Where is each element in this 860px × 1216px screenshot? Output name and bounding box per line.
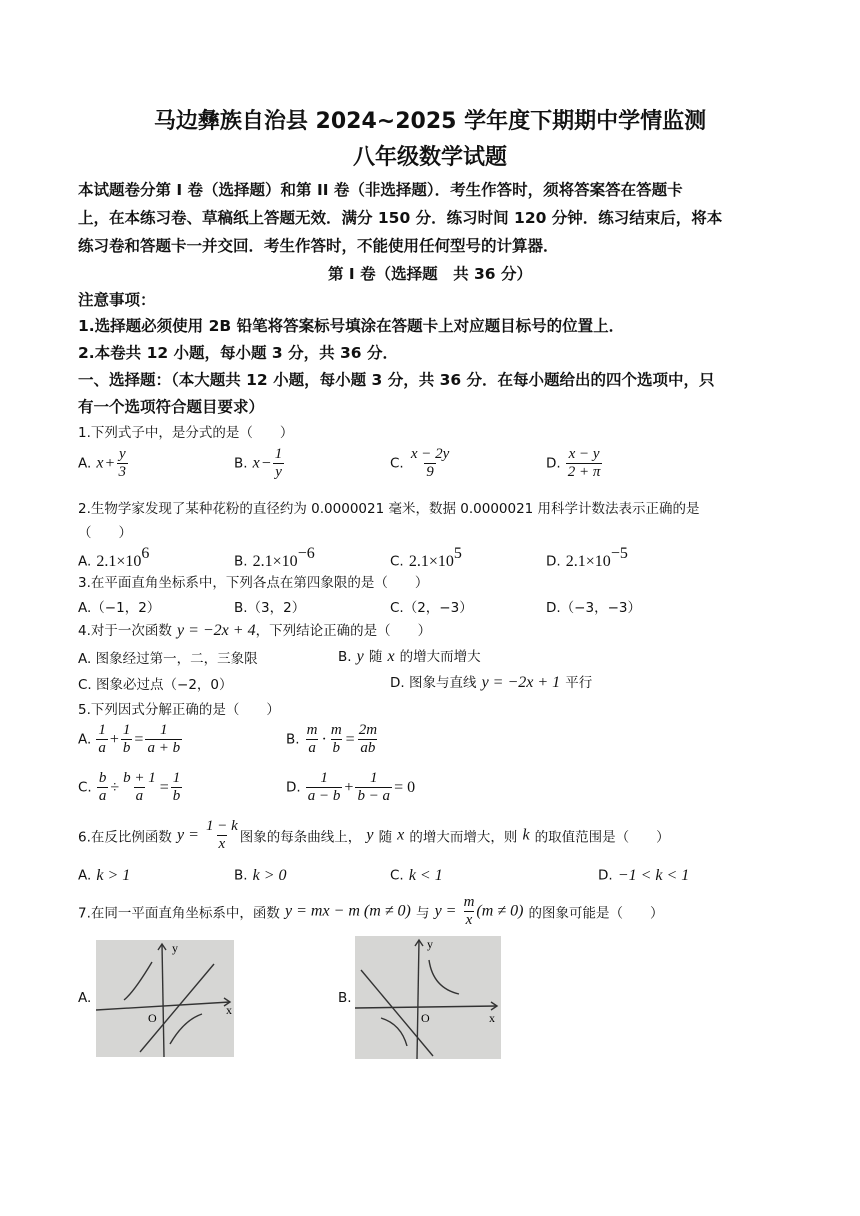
x-axis-label: x [489, 1011, 495, 1025]
y-axis-label: y [172, 941, 178, 955]
q7-graph-a [96, 940, 234, 1057]
line-graph [140, 964, 214, 1052]
q5-option-d: D. $\frac{1}{a - b}$ + $\frac{1}{b - a}$ = 0 [286, 770, 416, 804]
q7-graph-b [355, 936, 501, 1059]
q4-option-b: B. y 随 x 的增大而增大 [338, 648, 481, 665]
y-axis [417, 940, 419, 1059]
q2-option-c: C. $2.1\times 10^5$ [390, 545, 462, 570]
x-axis [355, 1006, 497, 1008]
section-heading: 第 I 卷（选择题 共 36 分） [328, 265, 532, 283]
q6-option-b: B. k > 0 [234, 867, 287, 884]
q5-option-a: A. $\frac{1}{a}$ + $\frac{1}{b}$ = $\frac{1}{a + b}$ [78, 722, 181, 756]
part-instruction-2: 有一个选项符合题目要求） [78, 398, 265, 416]
q6-option-a: A. k > 1 [78, 867, 131, 884]
q5-stem: 5.下列因式分解正确的是（ ） [78, 702, 280, 718]
q1-option-a: A. x + $\frac{y}{3}$ [78, 446, 127, 480]
q7-option-a-label: A. [78, 990, 92, 1006]
note-1: 1.选择题必须使用 2B 铅笔将答案标号填涂在答题卡上对应题目标号的位置上． [78, 317, 625, 335]
hyperbola-branch-upper [124, 962, 152, 1000]
q4-option-a: A. 图象经过第一，二，三象限 [78, 651, 258, 667]
q7-option-b-label: B. [338, 990, 352, 1006]
q7-graph-a-figure [96, 940, 234, 1057]
q7-stem: 7.在同一平面直角坐标系中，函数 y = mx − m (m ≠ 0) 与 y = $\frac{m}{x}$ (m ≠ 0) 的图象可能是（ ） [78, 894, 664, 928]
q4-option-c: C. 图象必过点（−2，0） [78, 677, 233, 693]
notes-title: 注意事项： [78, 291, 156, 309]
q1-option-c: C. $\frac{x - 2y}{9}$ [390, 446, 450, 480]
q2-option-d: D. $2.1\times 10^{-5}$ [546, 545, 628, 570]
q1-option-d: D. $\frac{x - y}{2 + \pi}$ [546, 446, 601, 480]
y-axis-label: y [427, 937, 433, 951]
origin-label: O [421, 1011, 430, 1025]
q6-option-d: D. −1 < k < 1 [598, 867, 690, 884]
note-2: 2.本卷共 12 小题，每小题 3 分，共 36 分． [78, 344, 398, 362]
q2-option-b: B. $2.1\times 10^{-6}$ [234, 545, 315, 570]
q6-option-c: C. k < 1 [390, 867, 443, 884]
q2-stem-1: 2.生物学家发现了某种花粉的直径约为 0.0000021 毫米，数据 0.0000021 用科学计数法表示正确的是 [78, 501, 700, 517]
q5-option-c: C. $\frac{b}{a}$ ÷ $\frac{b + 1}{a}$ = $\frac{1}{b}$ [78, 770, 181, 804]
hyperbola-branch-lower [381, 1018, 407, 1046]
q4-option-d: D. 图象与直线 y = −2x + 1 平行 [390, 674, 593, 691]
q1-option-b: B. x − $\frac{1}{y}$ [234, 446, 283, 480]
intro-line-1: 本试题卷分第 I 卷（选择题）和第 II 卷（非选择题）．考生作答时，须将答案答在答题卡 [78, 181, 683, 199]
q3-option-b: B.（3，2） [234, 600, 306, 616]
exam-title: 马边彝族自治县 2024~2025 学年度下期期中学情监测 [153, 109, 707, 134]
y-axis [162, 944, 164, 1057]
q3-stem: 3.在平面直角坐标系中，下列各点在第四象限的是（ ） [78, 575, 429, 591]
q1-stem: 1.下列式子中，是分式的是（ ） [78, 425, 294, 441]
q3-option-c: C.（2，−3） [390, 600, 473, 616]
x-axis-label: x [226, 1003, 232, 1017]
q5-option-b: B. $\frac{m}{a}$ · $\frac{m}{b}$ = $\frac{2m}{ab}$ [286, 722, 378, 756]
intro-line-2: 上，在本练习卷、草稿纸上答题无效．满分 150 分．练习时间 120 分钟．练习结束后，将本 [78, 209, 723, 227]
q4-stem: 4.对于一次函数 y = −2x + 4，下列结论正确的是（ ） [78, 622, 432, 639]
q2-stem-2: （ ） [78, 525, 132, 541]
hyperbola-branch-lower [170, 1014, 202, 1044]
part-instruction-1: 一、选择题：（本大题共 12 小题，每小题 3 分，共 36 分．在每小题给出的四个选项中，只 [78, 371, 715, 389]
q3-option-a: A.（−1，2） [78, 600, 161, 616]
exam-subtitle: 八年级数学试题 [352, 145, 507, 170]
q6-stem: 6.在反比例函数 y = $\frac{1 - k}{x}$ 图象的每条曲线上， y 随 x 的增大而增大，则 k 的取值范围是（ ） [78, 818, 670, 852]
q7-graph-b-figure [355, 936, 501, 1059]
q2-option-a: A. $2.1\times 10^6$ [78, 545, 150, 570]
intro-line-3: 练习卷和答题卡一并交回．考生作答时，不能使用任何型号的计算器． [78, 237, 559, 255]
origin-label: O [148, 1011, 157, 1025]
hyperbola-branch-upper [429, 960, 459, 994]
q3-option-d: D.（−3，−3） [546, 600, 641, 616]
